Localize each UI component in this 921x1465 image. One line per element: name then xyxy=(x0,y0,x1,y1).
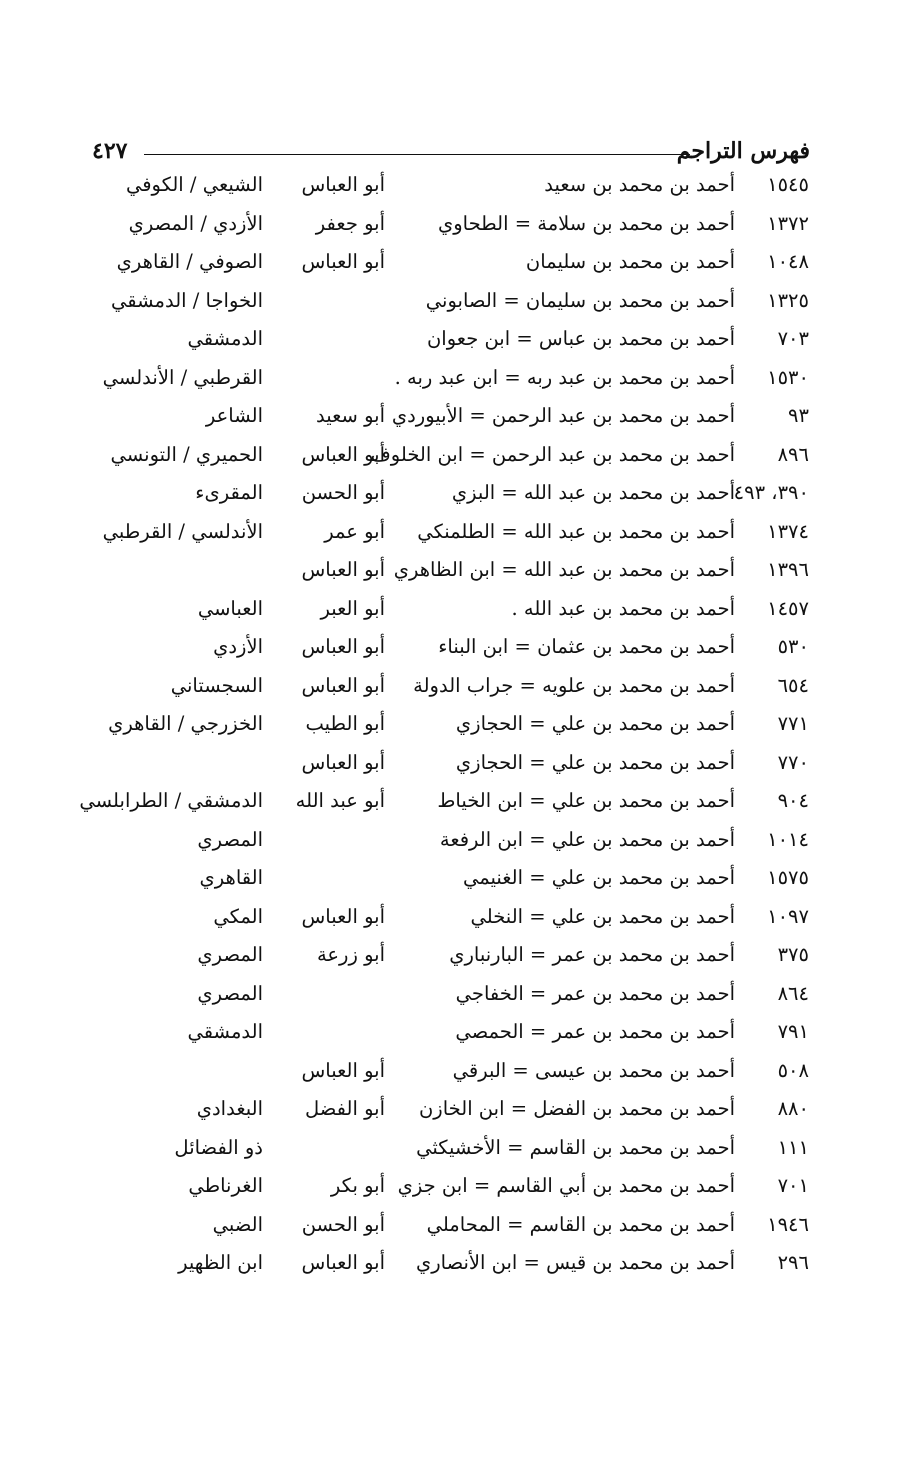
entry-number: ١٥٧٥ xyxy=(767,866,809,889)
entry-kunya: أبو بكر xyxy=(330,1174,385,1197)
index-entry xyxy=(0,782,921,821)
header-rule xyxy=(144,154,690,155)
entry-kunya: أبو عمر xyxy=(324,519,385,543)
entry-name: أحمد بن محمد بن عمر = الخفاجي xyxy=(455,981,735,1005)
index-entry xyxy=(0,975,921,1014)
entry-kunya: أبو الحسن xyxy=(301,481,385,504)
index-entry xyxy=(0,166,921,205)
entry-number: ٨٦٤ xyxy=(777,981,809,1005)
entry-number: ١٩٤٦ xyxy=(767,1212,809,1236)
entry-kunya: أبو العباس xyxy=(301,635,385,658)
index-entry xyxy=(0,898,921,937)
entry-kunya: أبو جعفر xyxy=(315,211,385,235)
entry-number: ١٥٣٠ xyxy=(767,365,809,389)
entry-number: ١٣٢٥ xyxy=(767,288,809,312)
entry-nisba: القاهري xyxy=(199,866,263,889)
index-entry xyxy=(0,359,921,398)
entry-number: ١٠٤٨ xyxy=(767,250,809,273)
entry-name: أحمد بن محمد بن عبد الله = الطلمنكي xyxy=(417,519,735,543)
entry-name: أحمد بن محمد بن سعيد xyxy=(544,173,735,196)
entry-number: ٣٧٥ xyxy=(777,943,809,966)
index-entry xyxy=(0,1167,921,1206)
entry-name: أحمد بن محمد بن سليمان = الصابوني xyxy=(425,288,735,312)
entry-nisba: الضبي xyxy=(212,1212,263,1236)
entry-kunya: أبو العباس xyxy=(301,442,385,466)
entry-nisba: القرطبي / الأندلسي xyxy=(102,365,263,389)
entry-kunya: أبو العباس xyxy=(301,558,385,581)
header-title: فهرس التراجم xyxy=(676,138,810,164)
entry-number: ٥٠٨ xyxy=(777,1058,809,1082)
entry-number: ٩٠٤ xyxy=(777,789,809,812)
entry-kunya: أبو سعيد xyxy=(316,404,385,427)
entry-number: ٨٨٠ xyxy=(777,1097,809,1120)
entry-number: ٢٩٦ xyxy=(777,1251,809,1274)
index-entry xyxy=(0,1244,921,1283)
index-entry xyxy=(0,628,921,667)
index-entry xyxy=(0,397,921,436)
index-entry xyxy=(0,744,921,783)
entry-nisba: ذو الفضائل xyxy=(174,1135,263,1159)
entry-number: ٩٣ xyxy=(788,404,809,427)
index-entry xyxy=(0,1090,921,1129)
entry-number: ٧٠١ xyxy=(777,1174,809,1197)
entry-nisba: الشاعر xyxy=(205,404,263,427)
entry-kunya: أبو عبد الله xyxy=(295,789,385,812)
index-entry xyxy=(0,705,921,744)
entry-kunya: أبو العباس xyxy=(301,1251,385,1274)
entry-number: ٦٥٤ xyxy=(777,673,809,697)
entry-nisba: الصوفي / القاهري xyxy=(116,250,263,273)
entry-kunya: أبو العباس xyxy=(301,250,385,273)
entry-name: أحمد بن محمد بن القاسم = المحاملي xyxy=(426,1212,735,1236)
index-entry xyxy=(0,859,921,898)
index-entry xyxy=(0,1129,921,1168)
entry-name: أحمد بن محمد بن عمر = البارنباري xyxy=(449,943,735,966)
entry-name: أحمد بن محمد بن عباس = ابن جعوان xyxy=(426,327,735,350)
entry-kunya: أبو العبر xyxy=(320,596,385,620)
index-entry xyxy=(0,513,921,552)
entry-nisba: المصري xyxy=(197,981,263,1005)
entry-nisba: العباسي xyxy=(197,596,263,620)
index-entry xyxy=(0,1052,921,1091)
entry-number: ١٣٧٤ xyxy=(767,519,809,543)
entry-number: ١١١ xyxy=(777,1135,809,1159)
entry-kunya: أبو الفضل xyxy=(304,1097,385,1120)
entry-nisba: المصري xyxy=(197,827,263,851)
entry-name: أحمد بن محمد بن عبد الرحمن = ابن الخلوف xyxy=(370,442,735,466)
index-entry xyxy=(0,1206,921,1245)
entry-name: أحمد بن محمد بن علي = النخلي xyxy=(470,904,735,928)
entry-name: أحمد بن محمد بن عبد الله . xyxy=(511,596,735,620)
entry-name: أحمد بن محمد بن قيس = ابن الأنصاري xyxy=(415,1251,735,1274)
index-entry xyxy=(0,936,921,975)
entry-nisba: الخواجا / الدمشقي xyxy=(111,288,263,312)
index-entry xyxy=(0,590,921,629)
entry-number: ١٥٤٥ xyxy=(767,173,809,196)
entry-number: ٣٩٠، ٤٩٣ xyxy=(733,481,809,504)
entry-name: أحمد بن محمد بن علي = الغنيمي xyxy=(462,866,735,889)
entry-nisba: الدمشقي xyxy=(187,327,263,350)
entry-number: ١٣٩٦ xyxy=(767,558,809,581)
index-entry xyxy=(0,821,921,860)
entry-name: أحمد بن محمد بن عبد الله = ابن الظاهري xyxy=(393,558,735,581)
index-entry xyxy=(0,282,921,321)
entry-number: ١٤٥٧ xyxy=(767,596,809,620)
entry-number: ٧٧١ xyxy=(777,712,809,735)
page-header xyxy=(92,138,810,168)
entry-nisba: الدمشقي xyxy=(187,1020,263,1043)
entry-nisba: الغرناطي xyxy=(188,1174,263,1197)
entry-name: أحمد بن محمد بن الفضل = ابن الخازن xyxy=(418,1097,735,1120)
entry-nisba: الأزدي xyxy=(213,635,263,658)
entry-number: ٥٣٠ xyxy=(777,635,809,658)
entry-nisba: الدمشقي / الطرابلسي xyxy=(79,789,263,812)
entry-kunya: أبو العباس xyxy=(301,173,385,196)
entry-nisba: الخزرجي / القاهري xyxy=(108,712,263,735)
biography-index-list xyxy=(0,166,921,1283)
page-number: ٤٢٧ xyxy=(92,138,128,164)
entry-kunya: أبو زرعة xyxy=(316,943,385,966)
entry-name: أحمد بن محمد بن سلامة = الطحاوي xyxy=(437,211,735,235)
entry-name: أحمد بن محمد بن عبد الرحمن = الأبيوردي xyxy=(391,404,735,427)
entry-nisba: الحميري / التونسي xyxy=(110,442,263,466)
entry-name: أحمد بن محمد بن عيسى = البرقي xyxy=(452,1058,735,1082)
entry-nisba: المكي xyxy=(213,904,263,928)
index-entry xyxy=(0,667,921,706)
index-entry xyxy=(0,474,921,513)
index-entry xyxy=(0,205,921,244)
entry-name: أحمد بن محمد بن علي = ابن الخياط xyxy=(437,789,735,812)
entry-kunya: أبو الطيب xyxy=(305,712,385,735)
entry-number: ١٠١٤ xyxy=(767,827,809,851)
entry-nisba: المقرىء xyxy=(195,481,263,504)
entry-name: أحمد بن محمد بن أبي القاسم = ابن جزي xyxy=(397,1174,735,1197)
entry-kunya: أبو العباس xyxy=(301,750,385,774)
entry-kunya: أبو العباس xyxy=(301,673,385,697)
index-entry xyxy=(0,436,921,475)
index-entry xyxy=(0,551,921,590)
entry-number: ٧٠٣ xyxy=(777,327,809,350)
entry-kunya: أبو الحسن xyxy=(301,1212,385,1236)
entry-number: ٨٩٦ xyxy=(777,442,809,466)
entry-nisba: المصري xyxy=(197,943,263,966)
entry-name: أحمد بن محمد بن علي = ابن الرفعة xyxy=(439,827,735,851)
entry-nisba: الشيعي / الكوفي xyxy=(125,173,263,196)
entry-name: أحمد بن محمد بن عبد الله = البزي xyxy=(451,481,735,504)
entry-nisba: السجستاني xyxy=(170,673,263,697)
entry-name: أحمد بن محمد بن القاسم = الأخشيكثي xyxy=(416,1135,735,1159)
entry-number: ٧٩١ xyxy=(777,1020,809,1043)
entry-name: أحمد بن محمد بن عبد ربه = ابن عبد ربه . xyxy=(394,365,735,389)
entry-nisba: الأزدي / المصري xyxy=(128,211,263,235)
index-entry xyxy=(0,320,921,359)
entry-nisba: ابن الظهير xyxy=(178,1251,263,1274)
entry-kunya: أبو العباس xyxy=(301,1058,385,1082)
entry-name: أحمد بن محمد بن علي = الحجازي xyxy=(455,750,735,774)
index-entry xyxy=(0,243,921,282)
entry-number: ١٣٧٢ xyxy=(767,211,809,235)
entry-nisba: الأندلسي / القرطبي xyxy=(102,519,263,543)
index-entry xyxy=(0,1013,921,1052)
entry-number: ١٠٩٧ xyxy=(767,904,809,928)
entry-nisba: البغدادي xyxy=(196,1097,263,1120)
entry-name: أحمد بن محمد بن علي = الحجازي xyxy=(455,712,735,735)
entry-name: أحمد بن محمد بن سليمان xyxy=(525,250,735,273)
entry-name: أحمد بن محمد بن عثمان = ابن البناء xyxy=(438,635,735,658)
entry-name: أحمد بن محمد بن علويه = جراب الدولة xyxy=(413,673,735,697)
entry-number: ٧٧٠ xyxy=(777,750,809,774)
entry-name: أحمد بن محمد بن عمر = الحمصي xyxy=(455,1020,735,1043)
entry-kunya: أبو العباس xyxy=(301,904,385,928)
